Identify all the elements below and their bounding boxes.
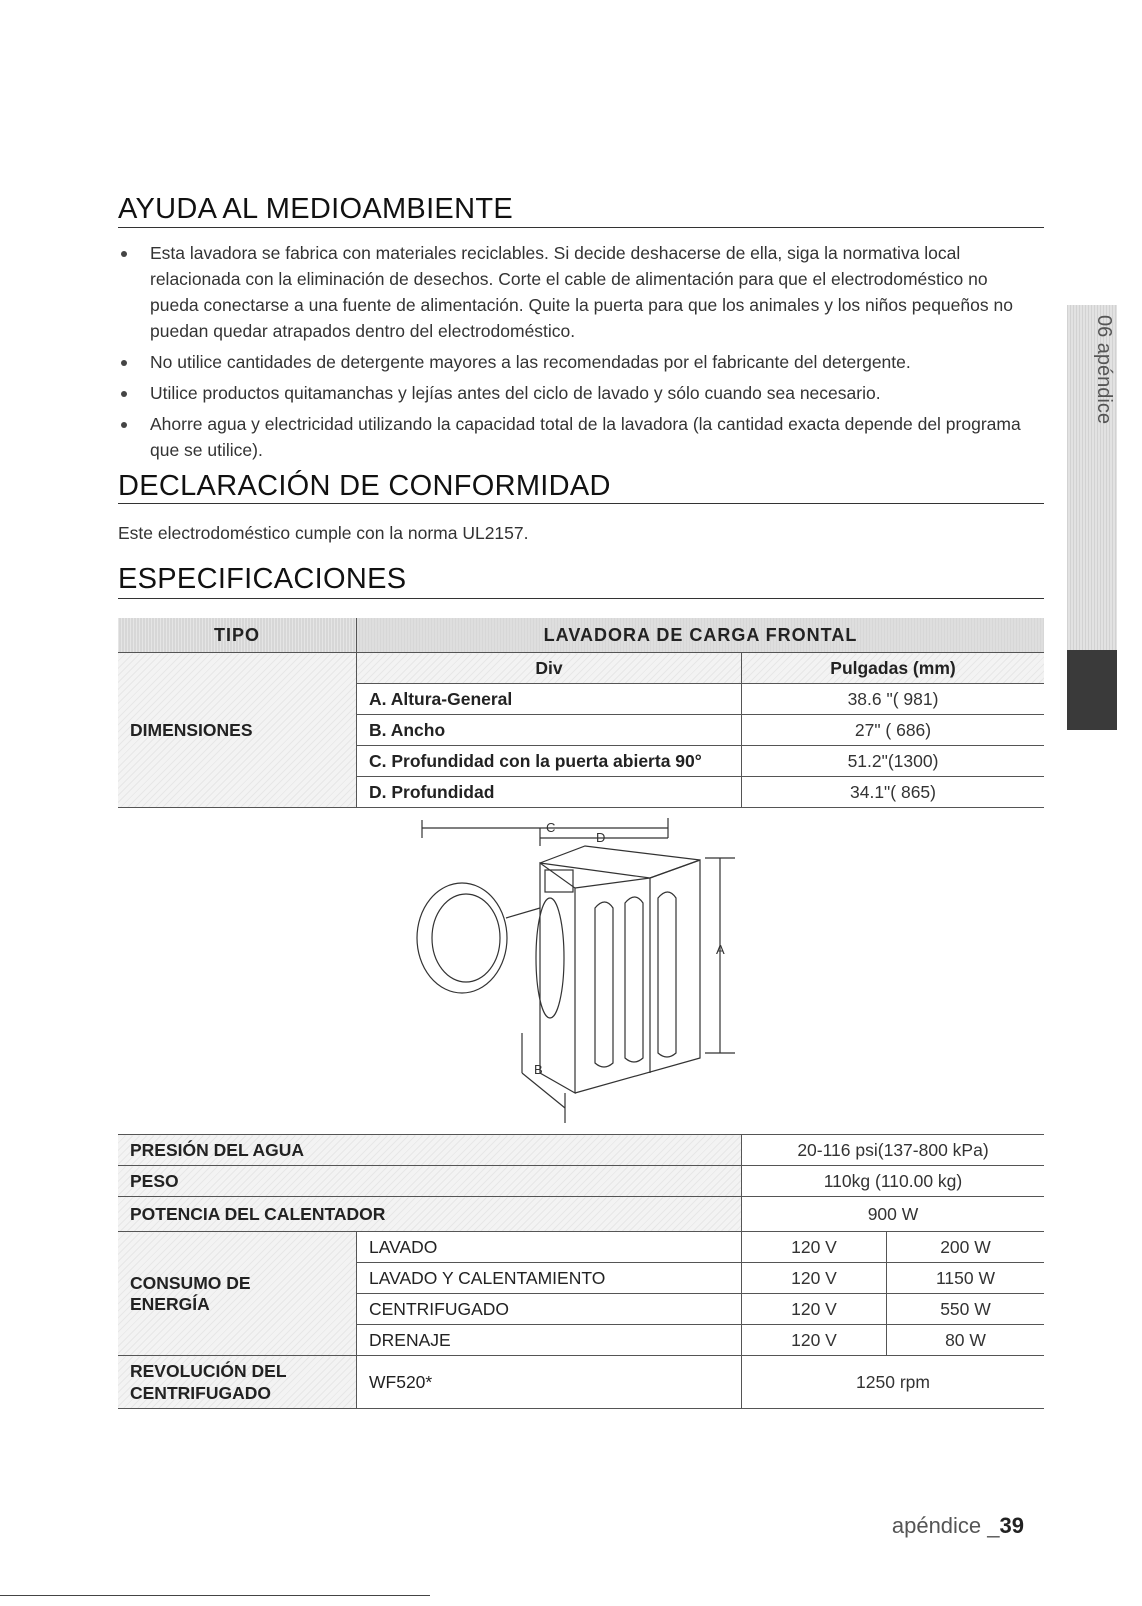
diagram-label-b: B — [534, 1062, 543, 1077]
table-row — [118, 1166, 1044, 1197]
heater-value: 900 W — [742, 1197, 1045, 1232]
table-row: A. Altura-General 38.6 "( 981) — [118, 684, 1044, 715]
washer-dimension-diagram — [400, 818, 760, 1128]
bullet-icon — [121, 422, 127, 428]
table-row: LAVADO Y CALENTAMIENTO 120 V 1150 W — [118, 1263, 1044, 1294]
table-row: C. Profundidad con la puerta abierta 90° 51.2"(1300) — [118, 746, 1044, 777]
diagram-label-c: C — [546, 820, 556, 835]
specifications-table — [118, 1134, 1044, 1409]
energy-label: CONSUMO DE ENERGÍA — [118, 1232, 357, 1356]
list-item: No utilice cantidades de detergente mayores a las recomendadas por el fabricante del detergente. — [118, 349, 1023, 375]
section-rule — [118, 598, 1044, 599]
declaration-text: Este electrodoméstico cumple con la norma UL2157. — [118, 523, 529, 543]
list-item: Esta lavadora se fabrica con materiales reciclables. Si decide deshacerse de ella, siga la normativa local relacionada con la eliminación de desechos. Corte el cable de alimentación para que el electrodoméstico no pueda conectarse a una fuente de alimentación. Quite la puerta para que los animales y los niños pequeños no puedan quedar atrapados dentro del electrodoméstico. — [118, 240, 1023, 344]
side-tab-label: 06 apéndice — [1093, 315, 1115, 424]
section-rule — [118, 227, 1044, 228]
page-number: 39 — [999, 1513, 1024, 1538]
list-item: Utilice productos quitamanchas y lejías antes del ciclo de lavado y sólo cuando sea necesario. — [118, 380, 1023, 406]
page-footer: apéndice _39 — [891, 1513, 1024, 1538]
table-row: DRENAJE 120 V 80 W — [118, 1325, 1044, 1356]
water-pressure-label: PRESIÓN DEL AGUA — [118, 1135, 742, 1166]
table-row: B. Ancho 27" ( 686) — [118, 715, 1044, 746]
dimensions-label: DIMENSIONES — [118, 653, 357, 808]
spin-value: 1250 rpm — [742, 1356, 1045, 1409]
heater-label: POTENCIA DEL CALENTADOR — [118, 1197, 742, 1232]
list-item: Ahorre agua y electricidad utilizando la capacidad total de la lavadora (la cantidad exacta depende del programa que se utilice). — [118, 411, 1023, 463]
dimensions-subheader-div: Div — [357, 653, 742, 684]
bullet-icon — [121, 391, 127, 397]
spin-model: WF520* — [357, 1356, 742, 1409]
section-title-specifications: ESPECIFICACIONES — [118, 563, 407, 595]
weight-label: PESO — [118, 1166, 742, 1197]
table-row: D. Profundidad 34.1"( 865) — [118, 777, 1044, 808]
table-row — [118, 1197, 1044, 1232]
table-header-type: TIPO — [118, 618, 357, 653]
diagram-label-a: A — [716, 942, 725, 957]
dimensions-table — [118, 618, 1044, 808]
section-rule — [118, 503, 1044, 504]
table-row: CONSUMO DE ENERGÍA LAVADO 120 V 200 W — [118, 1232, 1044, 1263]
weight-value: 110kg (110.00 kg) — [742, 1166, 1045, 1197]
bullet-icon — [121, 360, 127, 366]
table-row: CENTRIFUGADO 120 V 550 W — [118, 1294, 1044, 1325]
section-title-environment: AYUDA AL MEDIOAMBIENTE — [118, 193, 513, 225]
bullet-icon — [121, 251, 127, 257]
diagram-label-d: D — [596, 830, 606, 845]
dimensions-subheader-units: Pulgadas (mm) — [742, 653, 1045, 684]
bottom-rule — [0, 1595, 430, 1596]
water-pressure-value: 20-116 psi(137-800 kPa) — [742, 1135, 1045, 1166]
table-row — [118, 1135, 1044, 1166]
table-header-product: LAVADORA DE CARGA FRONTAL — [357, 618, 1045, 653]
section-title-declaration: DECLARACIÓN DE CONFORMIDAD — [118, 470, 611, 502]
environment-bullet-list — [118, 240, 1023, 468]
side-tab-marker — [1067, 650, 1117, 730]
spin-label: REVOLUCIÓN DEL CENTRIFUGADO — [118, 1356, 357, 1409]
table-row — [118, 1356, 1044, 1409]
